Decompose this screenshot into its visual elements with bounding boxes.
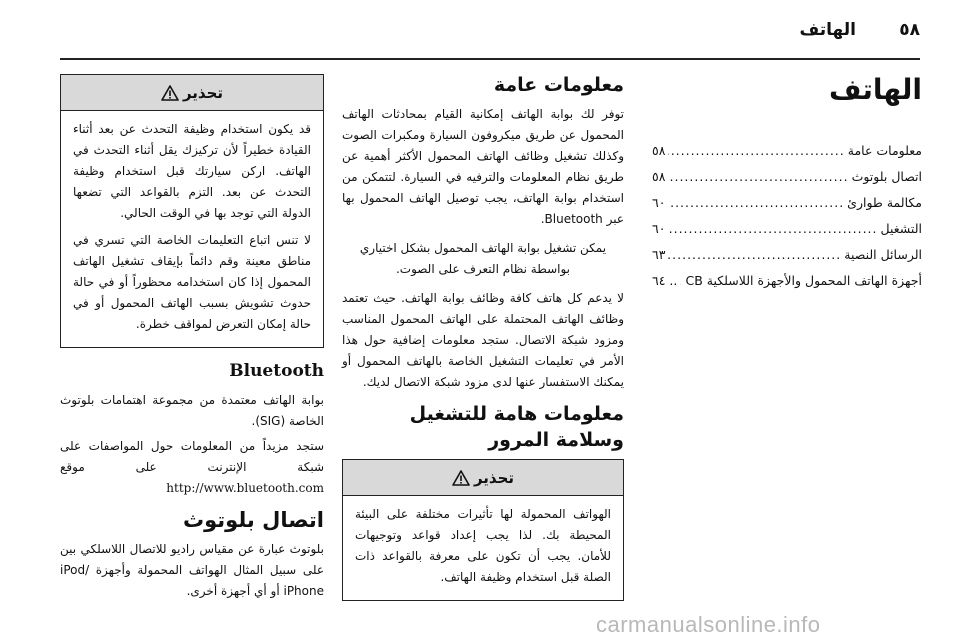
general-info-paragraph: لا يدعم كل هاتف كافة وظائف بوابة الهاتف. حيث تعتمد وظائف الهاتف المحتملة على الهاتف المحمول المناسب ومزود شبكة الاتصال. ستجد معلومات إضافية حول هذا الأمر في تعليمات التشغيل الخاصة بالهاتف المحمول أو يمكنك الاستفسار عنها لدى مزود شبكة الاتصال لديك.	[342, 291, 624, 389]
toc-item[interactable]	[652, 216, 922, 242]
bluetooth-title: Bluetooth	[229, 361, 324, 381]
bluetooth-link[interactable]: http://www.bluetooth.com	[166, 481, 324, 495]
warning-text: قد يكون استخدام وظيفة التحدث عن بعد أثناء القيادة خطيراً لأن تركيزك يقل أثناء التحدث في الهاتف. اركن سيارتك قبل استخدام وظيفة التحدث عن بعد. التزم بالقواعد التي تضعها الدولة التي توجد بها في الوقت الحالي.	[73, 122, 311, 220]
toc-item-label: الرسائل النصية	[844, 247, 922, 262]
warning-header	[61, 75, 323, 111]
bluetooth-more-text: ستجد مزيداً من المعلومات حول المواصفات على شبكة الإنترنت على موقع	[60, 439, 324, 474]
warning-heading: تحذير	[473, 468, 515, 487]
general-info-paragraph: يمكن تشغيل بوابة الهاتف المحمول بشكل اختياري بواسطة نظام التعرف على الصوت.	[359, 241, 607, 276]
general-info-paragraph: توفر لك بوابة الهاتف إمكانية القيام بمحادثات الهاتف المحمول عن طريق ميكروفون السيارة ومكبرات الصوت وكذلك تشغيل وظائف الهاتف المحمول الأكثر أهمية عن طريق نظام المعلومات والترفيه في السيارة. لتتمكن من استخدام بوابة الهاتف، يجب توصيل الهاتف المحمول بها عبر Bluetooth.	[342, 107, 624, 226]
toc-leader	[680, 268, 682, 294]
toc-item-page: ٥٨	[652, 169, 666, 184]
warning-text: لا تنس اتباع التعليمات الخاصة التي تسري في مناطق معينة وقم دائماً بإيقاف تشغيل الهاتف المحمول إذا كان استخدامه محظوراً أو في حالة حدوث تشويش بسبب الهاتف المحمول أو في حالة إمكان التعرض لمواقف خطرة.	[73, 233, 311, 331]
toc-item[interactable]	[652, 268, 922, 294]
toc-item-page: ٥٨	[652, 143, 666, 158]
warning-heading: تحذير	[182, 83, 224, 102]
header-section-title: الهاتف	[799, 20, 856, 40]
toc-item-page: ٦٠	[652, 195, 666, 210]
toc-item-label: مكالمة طوارئ	[847, 195, 922, 210]
bluetooth-connection-title: اتصال بلوتوث	[183, 508, 324, 532]
toc-item-page: ٦٠	[652, 221, 666, 236]
toc-item[interactable]	[652, 190, 922, 216]
warning-header	[343, 460, 623, 496]
warning-body	[61, 111, 323, 347]
bluetooth-column	[60, 74, 324, 610]
header-rule	[60, 58, 920, 60]
warning-triangle-icon	[161, 85, 179, 101]
table-of-contents	[652, 138, 922, 294]
safety-title: معلومات هامة للتشغيل وسلامة المرور	[409, 403, 624, 451]
toc-item-label: اتصال بلوتوث	[851, 169, 922, 184]
toc-item[interactable]	[652, 242, 922, 268]
warning-box	[342, 459, 624, 601]
general-info-column	[342, 72, 624, 611]
toc-leader	[668, 216, 877, 242]
warning-text: الهواتف المحمولة لها تأثيرات مختلفة على البيئة المحيطة بك. لذا يجب إعداد قواعد وتوجيهات للأمان. يجب أن تكون على معرفة بالقواعد ذات الصلة قبل استخدام وظيفة الهاتف.	[355, 507, 611, 584]
warning-box	[60, 74, 324, 348]
bluetooth-more-paragraph	[60, 436, 324, 499]
page-number: ٥٨	[899, 20, 920, 40]
toc-item-label: أجهزة الهاتف المحمول والأجهزة اللاسلكية CB	[685, 273, 922, 288]
toc-item-label: معلومات عامة	[847, 143, 922, 158]
toc-leader	[668, 164, 848, 190]
general-info-title: معلومات عامة	[493, 74, 624, 96]
watermark: carmanualsonline.info	[596, 612, 821, 637]
chapter-title: الهاتف	[829, 73, 922, 106]
warning-body	[343, 496, 623, 600]
toc-leader	[668, 138, 844, 164]
toc-column	[652, 72, 922, 294]
toc-leader	[668, 190, 844, 216]
toc-item-page: ٦٣	[652, 247, 666, 262]
bluetooth-paragraph: بوابة الهاتف معتمدة من مجموعة اهتمامات بلوتوث الخاصة (SIG).	[60, 393, 324, 428]
toc-item[interactable]	[652, 138, 922, 164]
toc-item-label: التشغيل	[880, 221, 922, 236]
toc-item[interactable]	[652, 164, 922, 190]
warning-triangle-icon	[452, 470, 470, 486]
bluetooth-connection-paragraph: بلوتوث عبارة عن مقياس راديو للاتصال اللاسلكي بين على سبيل المثال الهواتف المحمولة وأجهزة iPod/ iPhone أو أي أجهزة أخرى.	[60, 542, 324, 598]
toc-item-page: .. ٦٤	[652, 273, 678, 288]
toc-leader	[668, 242, 841, 268]
page-header	[60, 8, 920, 52]
